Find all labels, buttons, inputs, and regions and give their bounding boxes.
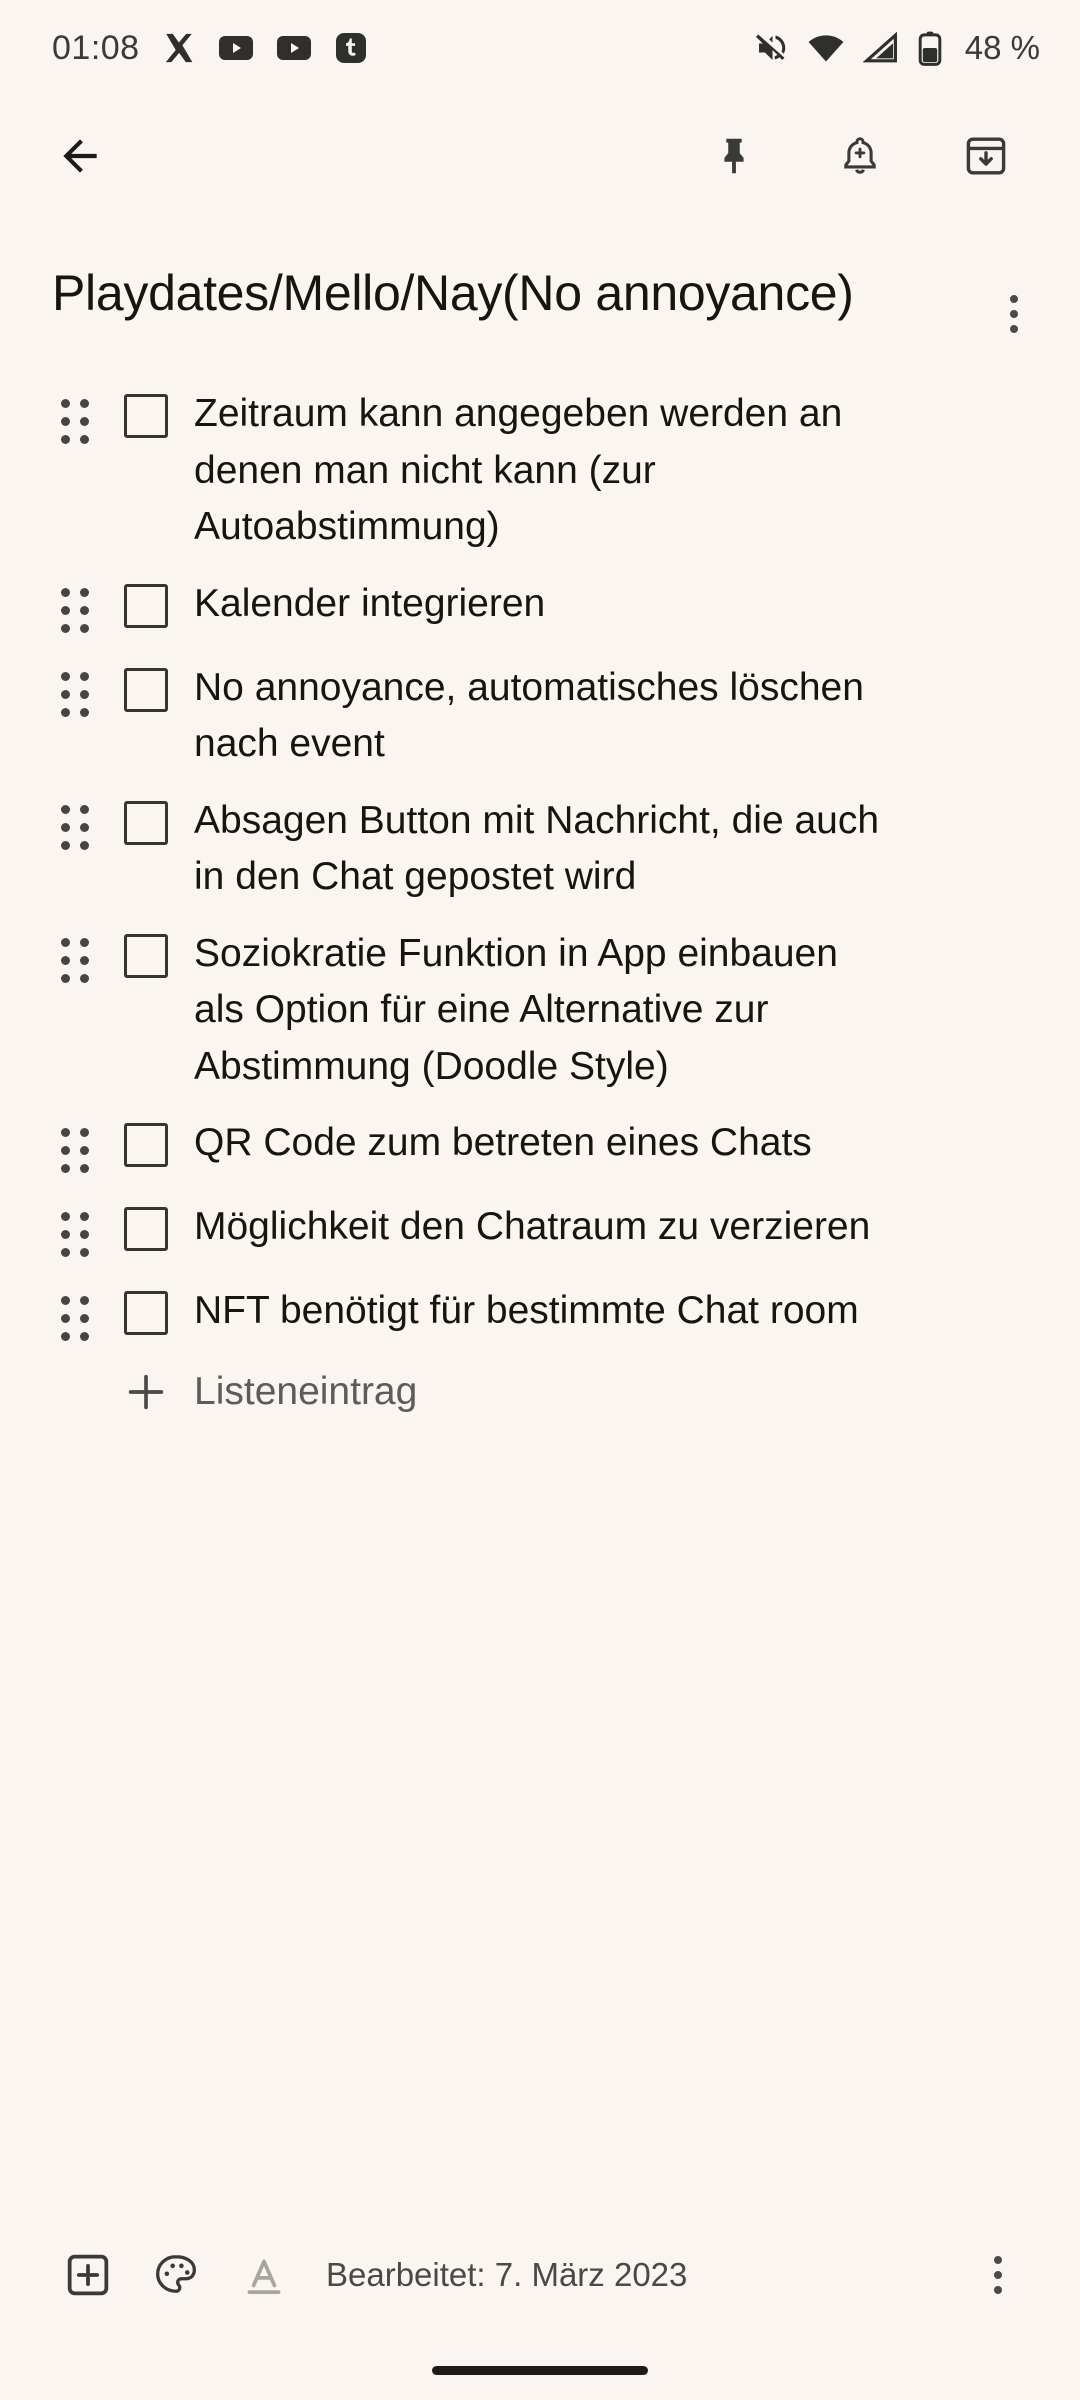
checkbox[interactable] [98,394,194,438]
list-item-text[interactable]: Möglichkeit den Chatraum zu verzieren [194,1205,871,1249]
drag-handle-icon[interactable] [52,1121,98,1179]
app-bar-actions [698,120,1036,192]
tumblr-icon [334,31,368,65]
app-bar [0,96,1080,216]
list-item[interactable] [0,654,1080,773]
checkbox[interactable] [98,584,194,628]
list-item-text[interactable]: Kalender integrieren [194,581,546,625]
page-title[interactable]: Playdates/Mello/Nay(No annoyance) [52,265,854,321]
battery-percentage: 48 % [964,29,1040,66]
status-bar-right [753,29,1040,67]
mute-icon [753,30,789,66]
drag-handle-icon[interactable] [52,1289,98,1347]
checkbox[interactable] [98,1123,194,1167]
checkbox[interactable] [98,1291,194,1335]
list-item-text[interactable]: Soziokratie Funktion in App einbauen als Option für eine Alternative zur Abstimmung (Doodle Style) [194,931,838,1088]
bottom-bar [0,2210,1080,2340]
status-clock: 01:08 [52,28,140,67]
wifi-icon [807,32,845,64]
status-bar [0,0,1080,96]
list-item-text[interactable]: No annoyance, automatisches löschen nach event [194,665,864,766]
overflow-menu-icon[interactable] [958,2235,1038,2315]
list-item-text[interactable]: Zeitraum kann angegeben werden an denen man nicht kann (zur Autoabstimmung) [194,392,843,549]
drag-handle-icon[interactable] [52,666,98,724]
signal-icon [863,32,899,64]
text-format-icon[interactable] [220,2231,308,2319]
drag-handle-icon[interactable] [52,582,98,640]
pin-icon[interactable] [698,120,770,192]
list-item[interactable] [0,1109,1080,1179]
list-item-text[interactable]: Absagen Button mit Nachricht, die auch in den Chat gepostet wird [194,798,880,899]
list-item[interactable] [0,787,1080,906]
add-list-item-label[interactable]: Listeneintrag [194,1370,418,1414]
checklist [0,380,1080,1415]
checkbox[interactable] [98,668,194,712]
note-body [0,216,1080,2210]
list-item[interactable] [0,1193,1080,1263]
plus-icon[interactable] [98,1369,194,1415]
checkbox[interactable] [98,934,194,978]
drag-handle-icon[interactable] [52,392,98,450]
note-title-row [0,264,1080,346]
x-app-icon [162,31,196,65]
youtube-icon [218,33,254,63]
reminder-bell-icon[interactable] [824,120,896,192]
system-navigation-bar [0,2340,1080,2400]
drag-handle-icon[interactable] [52,932,98,990]
list-item-text[interactable]: NFT benötigt für bestimmte Chat room [194,1289,859,1333]
drag-handle-icon[interactable] [52,1205,98,1263]
status-bar-left [52,29,368,68]
battery-icon [917,30,943,66]
list-item-text[interactable]: QR Code zum betreten eines Chats [194,1121,812,1165]
archive-icon[interactable] [950,120,1022,192]
list-item[interactable] [0,1277,1080,1347]
add-list-item-row[interactable] [0,1369,1080,1415]
list-item[interactable] [0,570,1080,640]
youtube-icon [276,33,312,63]
list-item[interactable] [0,920,1080,1096]
home-gesture-pill[interactable] [432,2366,648,2375]
edited-timestamp: Bearbeitet: 7. März 2023 [326,2256,688,2293]
color-palette-icon[interactable] [132,2231,220,2319]
back-arrow-icon[interactable] [44,120,116,192]
checkbox[interactable] [98,1207,194,1251]
add-box-icon[interactable] [44,2231,132,2319]
drag-handle-icon[interactable] [52,799,98,857]
overflow-menu-icon[interactable] [982,282,1046,346]
list-item[interactable] [0,380,1080,556]
checkbox[interactable] [98,801,194,845]
